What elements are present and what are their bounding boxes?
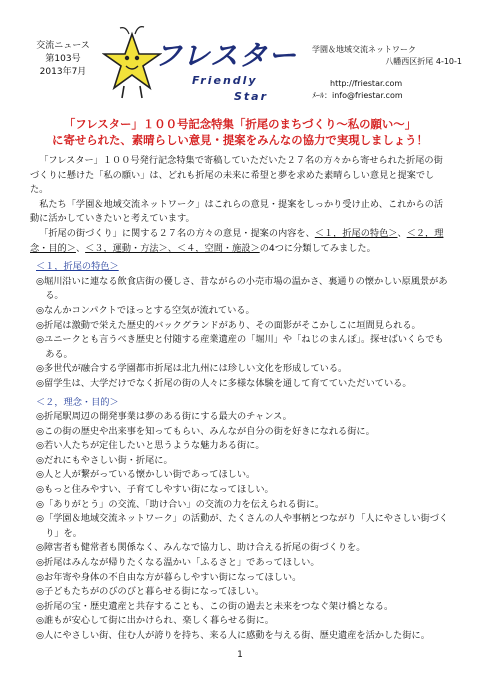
category-1-link: ＜１，折尾の特色＞ [314, 227, 398, 239]
intro-paragraph-3 [30, 227, 450, 256]
list-item: ◎折尾はみんなが帰りたくなる温かい「ふるさと」であってほしい。 [36, 557, 320, 569]
category-3-link: ＜３，運動・方法＞、 [85, 242, 177, 254]
list-item: ◎なんかコンパクトでほっとする空気が流れている。 [36, 304, 255, 316]
list-item: ◎留学生は、大学だけでなく折尾の街の人々に多様な体験を通して育てていただいている。 [36, 377, 412, 389]
org-name: 学園＆地域交流ネットワーク [312, 45, 416, 54]
separator: 、 [75, 242, 86, 254]
list-item: ◎だれにもやさしい街・折尾に。 [36, 454, 173, 466]
friestar-logo [96, 16, 308, 108]
intro-p3-lead: 「折尾の街づくり」に関する２７名の方々の意見・提案の内容を、 [39, 227, 315, 239]
list-item: ◎折尾は激動で栄えた歴史的バックグランドがあり、その面影がそこかしこに垣間見られる。 [36, 319, 421, 331]
category-4-link: ＜４，空間・施設＞ [177, 242, 260, 254]
section-features [30, 260, 450, 391]
issue-line-name: 交流ニュース [36, 41, 90, 51]
list-item: ◎もっと住みやすい、子育てしやすい街になってほしい。 [36, 484, 274, 496]
list-item: ◎人にやさしい街、住む人が誇りを持ち、来る人に感動を与える街、歴史遺産を活かした街に。 [36, 630, 430, 641]
issue-line-number: 第103号 [45, 54, 81, 64]
intro-paragraph-1: 「フレスター」１００号発行記念特集で寄稿していただいた２７名の方々から寄せられた折尾の街づくりに懸けた「私の願い」は、どれも折尾の未来に希望と夢を求めた素晴らしい意見と提案でした。 [30, 155, 443, 196]
list-item: ◎多世代が融合する学園都市折尾は北九州には珍しい文化を形成している。 [36, 363, 348, 375]
list-item: ◎人と人が繋がっている懐かしい街であってほしい。 [36, 469, 256, 481]
email-link[interactable]: ﾒｰﾙ：info@friestar.com [312, 91, 403, 100]
list-item: ◎折尾の宝・歴史遺産と共存することも、この街の過去と未来をつなぐ架け橋となる。 [36, 600, 394, 612]
feature-list [30, 275, 450, 392]
star-mascot-icon [102, 22, 162, 102]
list-item: ◎若い人たちが定住したいと思うような魅力ある街に。 [36, 440, 265, 452]
list-item: ◎折尾駅周辺の開発事業は夢のある街にする最大のチャンス。 [36, 411, 292, 423]
section-heading [30, 260, 450, 275]
list-item: ◎お年寄や身体の不自由な方が暮らしやすい街になってほしい。 [36, 571, 302, 583]
separator: 、 [397, 227, 407, 239]
section-heading [30, 396, 450, 411]
section-principles [30, 396, 450, 644]
website-link[interactable]: http://friestar.com [330, 79, 403, 88]
section-heading-text: ＜２，理念・目的＞ [36, 396, 119, 408]
list-item: ◎子どもたちがのびのびと暮らせる街になってほしい。 [36, 586, 265, 598]
article-body [30, 154, 450, 644]
intro-p3-tail: の4つに分類してみました。 [259, 242, 376, 254]
category-2-link: ＜２，理念・目的＞ [30, 227, 444, 254]
principle-list [30, 410, 450, 644]
list-item: ◎ユニークとも言うべき歴史と付随する産業遺産の「堀川」や「ねじのまんぽ」。探せばいくらでもある。 [36, 334, 444, 360]
section-heading-text: ＜１，折尾の特色＞ [36, 261, 119, 273]
org-address: 八幡西区折尾 4-10-1 [385, 57, 462, 66]
feature-title-line1: 「フレスター」１００号記念特集「折尾のまちづくり～私の願い～」 [63, 117, 417, 131]
list-item: ◎堀川沿いに連なる飲食店街の優しさ、昔ながらの小売市場の温かさ、裏通りの懐かしい原風景がある。 [36, 275, 448, 302]
intro-paragraph-2: 私たち「学園＆地域交流ネットワーク」はこれらの意見・提案をしっかり受け止め、これからの活動に活かしていきたいと考えています。 [30, 198, 444, 225]
feature-title [20, 116, 460, 148]
feature-title-line2: に寄せられた、素晴らしい意見・提案をみんなの協力で実現しましょう！ [52, 133, 428, 147]
list-item: ◎この街の歴史や出来事を知ってもらい、みんなが自分の街を好きになれる街に。 [36, 425, 375, 437]
contact-block [312, 44, 462, 102]
issue-line-date: 2013年7月 [39, 67, 87, 77]
issue-info [30, 40, 96, 79]
logo-subtitle-star: Star [234, 90, 269, 103]
page-number: 1 [237, 650, 243, 660]
list-item: ◎誰もが安心して街に出かけられ、楽しく暮らせる街に。 [36, 615, 274, 627]
list-item: ◎障害者も健常者も関係なく、みんなで協力し、助け合える折尾の街づくりを。 [36, 542, 366, 554]
list-item: ◎「学園＆地域交流ネットワーク」の活動が、たくさんの人や事柄とつながり「人にやさしい街づくり」を。 [36, 513, 449, 539]
logo-title: フレスター [154, 39, 298, 72]
logo-subtitle-friendly: Friendly [192, 74, 258, 87]
list-item: ◎「ありがとう」の交流、「助け合い」の交流の力を伝えられる街に。 [36, 498, 325, 510]
